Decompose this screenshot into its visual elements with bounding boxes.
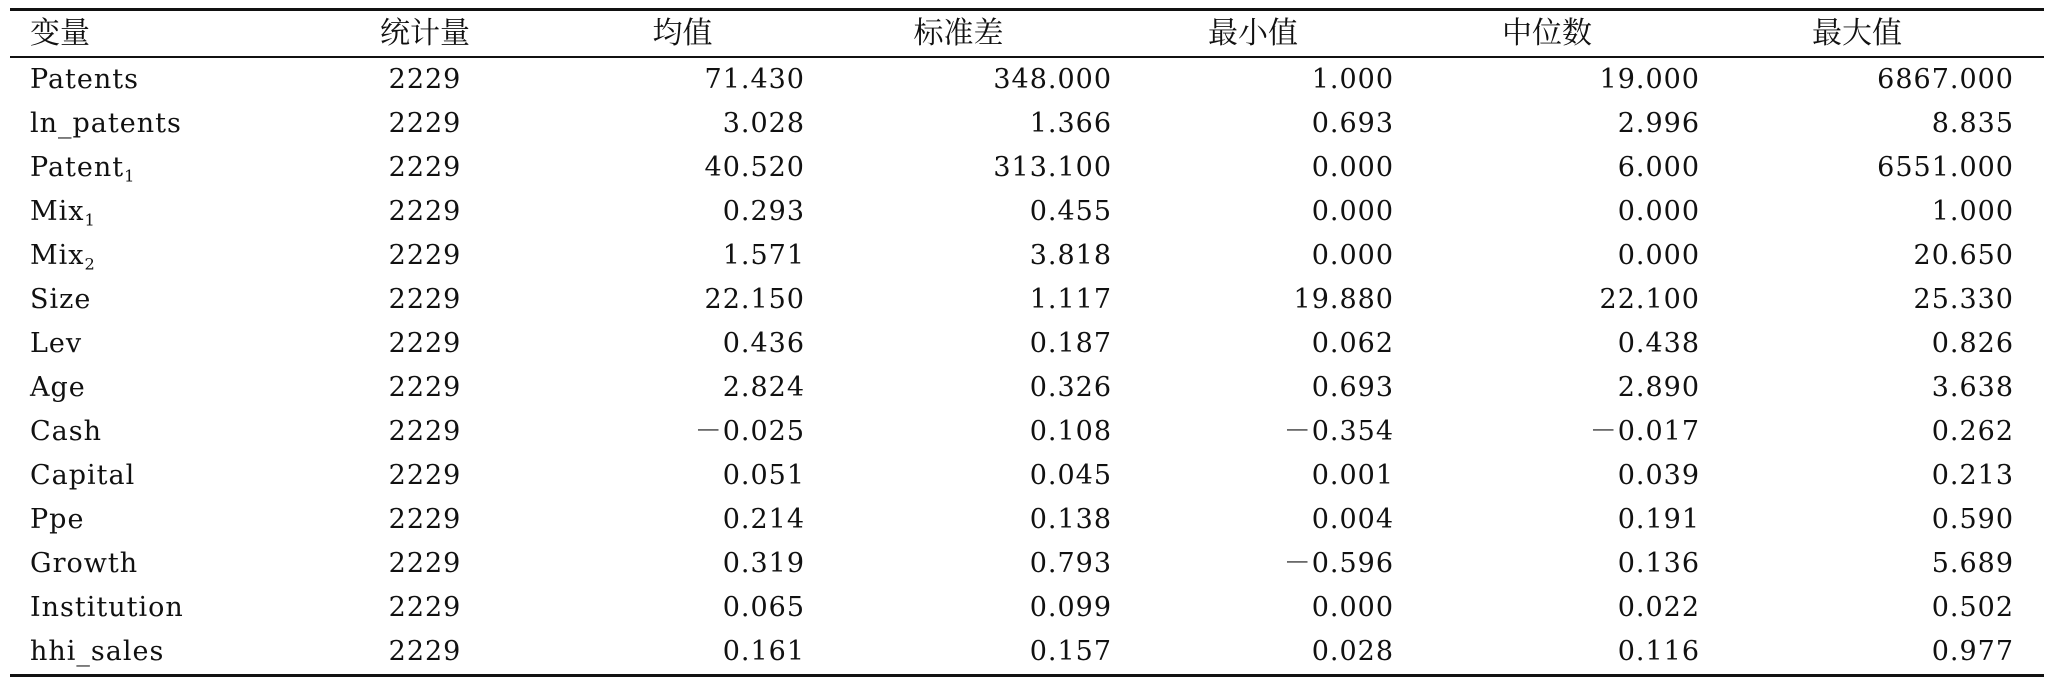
row-spacer [2014,58,2044,102]
cell-mean: 2.824 [722,372,805,403]
cell-max: 0.826 [1931,328,2014,359]
row-spacer [2014,542,2044,586]
cell-count: 2229 [388,64,462,95]
header-row [10,11,2044,56]
cell-min: 0.062 [1311,328,1394,359]
cell-max: 1.000 [1931,196,2014,227]
cell-sd: 0.099 [1029,592,1112,623]
cell-sd: 313.100 [993,152,1112,183]
variable-name: Age [30,372,86,403]
table-row [10,410,2044,454]
cell-count: 2229 [388,504,462,535]
cell-min: 0.000 [1311,152,1394,183]
descriptive-statistics-table [10,8,2044,677]
header-sd: 标准差 [913,16,1004,51]
cell-sd: 3.818 [1029,240,1112,271]
cell-sd: 0.157 [1029,636,1112,667]
row-spacer [2014,146,2044,190]
cell-mean: 3.028 [722,108,805,139]
cell-count: 2229 [388,196,462,227]
cell-min: 0.000 [1311,196,1394,227]
cell-min: 0.028 [1311,636,1394,667]
cell-mean: 1.571 [722,240,805,271]
cell-count: 2229 [388,152,462,183]
row-spacer [2014,366,2044,410]
cell-median: 0.116 [1617,636,1700,667]
cell-median: 0.191 [1617,504,1700,535]
stats-table-body [10,58,2044,674]
cell-variable [10,234,290,278]
cell-min: －0.596 [1283,548,1394,579]
cell-count: 2229 [388,284,462,315]
cell-mean: 0.051 [722,460,805,491]
cell-median: 0.000 [1617,196,1700,227]
variable-name: Ppe [30,504,85,535]
variable-name: Lev [30,328,83,359]
cell-count: 2229 [388,592,462,623]
header-min: 最小值 [1208,16,1298,51]
variable-subscript: 2 [84,254,96,274]
cell-variable [10,102,290,146]
row-spacer [2014,190,2044,234]
table-row [10,322,2044,366]
cell-sd: 0.138 [1029,504,1112,535]
cell-variable [10,586,290,630]
cell-sd: 0.108 [1029,416,1112,447]
cell-mean: 0.161 [722,636,805,667]
cell-mean: 0.319 [722,548,805,579]
cell-mean: 0.065 [722,592,805,623]
header-spacer [2014,11,2044,56]
cell-max: 8.835 [1931,108,2014,139]
row-spacer [2014,102,2044,146]
cell-count: 2229 [388,460,462,491]
cell-median: 0.136 [1617,548,1700,579]
cell-median: 2.996 [1617,108,1700,139]
cell-max: 0.590 [1931,504,2014,535]
cell-variable [10,58,290,102]
cell-count: 2229 [388,108,462,139]
cell-max: 3.638 [1931,372,2014,403]
cell-median: 0.000 [1617,240,1700,271]
table-row [10,278,2044,322]
cell-median: －0.017 [1589,416,1700,447]
cell-min: 0.000 [1311,592,1394,623]
header-count: 统计量 [380,16,470,51]
table-row [10,454,2044,498]
cell-median: 0.039 [1617,460,1700,491]
cell-min: －0.354 [1283,416,1394,447]
variable-name: Mix [30,240,85,271]
table-row [10,498,2044,542]
cell-variable [10,454,290,498]
table-row [10,190,2044,234]
header-max: 最大值 [1812,16,1902,51]
header-mean: 均值 [652,16,713,51]
cell-sd: 1.366 [1029,108,1112,139]
variable-name: Institution [30,592,184,623]
cell-sd: 0.793 [1029,548,1112,579]
cell-count: 2229 [388,416,462,447]
table-row [10,630,2044,674]
stats-table [10,11,2044,56]
cell-variable [10,366,290,410]
table-row [10,102,2044,146]
cell-variable [10,630,290,674]
cell-variable [10,190,290,234]
table-row [10,58,2044,102]
cell-median: 0.022 [1617,592,1700,623]
cell-mean: 0.436 [722,328,805,359]
cell-median: 22.100 [1599,284,1700,315]
cell-min: 0.693 [1311,372,1394,403]
variable-name: Cash [30,416,103,447]
variable-subscript: 1 [124,166,136,186]
cell-variable [10,542,290,586]
cell-max: 5.689 [1931,548,2014,579]
header-median: 中位数 [1502,16,1592,51]
cell-count: 2229 [388,328,462,359]
cell-variable [10,498,290,542]
cell-median: 2.890 [1617,372,1700,403]
cell-mean: 22.150 [704,284,805,315]
cell-mean: －0.025 [694,416,805,447]
cell-count: 2229 [388,636,462,667]
cell-count: 2229 [388,372,462,403]
table-row [10,234,2044,278]
cell-median: 0.438 [1617,328,1700,359]
table-row [10,146,2044,190]
header-variable: 变量 [30,16,90,51]
row-spacer [2014,410,2044,454]
cell-variable [10,410,290,454]
cell-mean: 71.430 [704,64,805,95]
variable-name: Capital [30,460,136,491]
table-row [10,586,2044,630]
cell-min: 19.880 [1293,284,1394,315]
table-bottom-rule [10,674,2044,677]
cell-sd: 0.187 [1029,328,1112,359]
variable-name: Patents [30,64,139,95]
cell-mean: 40.520 [704,152,805,183]
variable-name: Patent [30,152,125,183]
table-row [10,366,2044,410]
variable-name: Mix [30,196,85,227]
cell-median: 19.000 [1599,64,1700,95]
cell-variable [10,322,290,366]
cell-count: 2229 [388,240,462,271]
cell-variable [10,146,290,190]
row-spacer [2014,454,2044,498]
cell-sd: 1.117 [1029,284,1112,315]
cell-variable [10,278,290,322]
row-spacer [2014,322,2044,366]
cell-min: 0.693 [1311,108,1394,139]
cell-min: 0.000 [1311,240,1394,271]
cell-min: 0.004 [1311,504,1394,535]
cell-sd: 0.326 [1029,372,1112,403]
cell-count: 2229 [388,548,462,579]
cell-sd: 348.000 [993,64,1112,95]
cell-max: 25.330 [1913,284,2014,315]
cell-min: 1.000 [1311,64,1394,95]
cell-max: 0.213 [1931,460,2014,491]
row-spacer [2014,234,2044,278]
cell-mean: 0.293 [722,196,805,227]
row-spacer [2014,498,2044,542]
variable-name: ln_patents [30,108,182,139]
cell-max: 6867.000 [1877,64,2014,95]
variable-name: Growth [30,548,139,579]
row-spacer [2014,278,2044,322]
variable-name: hhi_sales [30,636,165,667]
cell-sd: 0.455 [1029,196,1112,227]
cell-max: 0.502 [1931,592,2014,623]
cell-min: 0.001 [1311,460,1394,491]
cell-median: 6.000 [1617,152,1700,183]
cell-max: 6551.000 [1877,152,2014,183]
cell-max: 0.977 [1931,636,2014,667]
cell-max: 20.650 [1913,240,2014,271]
cell-max: 0.262 [1931,416,2014,447]
cell-sd: 0.045 [1029,460,1112,491]
table-row [10,542,2044,586]
variable-subscript: 1 [84,210,96,230]
variable-name: Size [30,284,92,315]
row-spacer [2014,586,2044,630]
row-spacer [2014,630,2044,674]
cell-mean: 0.214 [722,504,805,535]
